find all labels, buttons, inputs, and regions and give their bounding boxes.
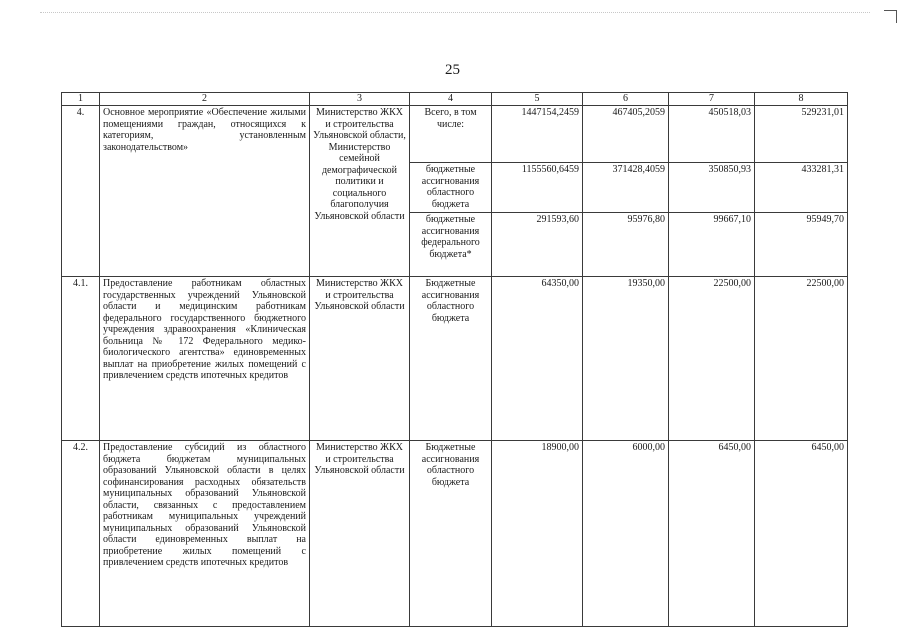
table-row-4-1	[62, 277, 848, 441]
measure-name: Предоставление субсидий из областного бюджета бюджетам муниципальных образований Ульяновской области в целях софинансирования расходных обязательств муниципальных образований Ульяновской области, связанных с предоставлением работникам муниципальных учреждений муниципальных образований Ульяновской области единовременных выплат на приобретение жилых помещений с привлечением средств ипотечных кредитов	[100, 441, 310, 627]
header-cell-3: 3	[310, 93, 410, 106]
executor: Министерство ЖКХ и строительства Ульяновской области	[310, 441, 410, 627]
program-table	[61, 92, 848, 627]
value-year-2: 6450,00	[669, 441, 755, 627]
value-year-2: 22500,00	[669, 277, 755, 441]
value-year-1: 6000,00	[583, 441, 669, 627]
funding-source: Бюджетные ассигнования областного бюджета	[410, 441, 492, 627]
funding-source: бюджетные ассигнования областного бюджета	[410, 163, 492, 213]
value-year-1: 19350,00	[583, 277, 669, 441]
row-number: 4.	[62, 106, 100, 277]
value-year-3: 6450,00	[755, 441, 848, 627]
table-row-4-2	[62, 441, 848, 627]
value-year-1: 371428,4059	[583, 163, 669, 213]
funding-source: Всего, в том числе:	[410, 106, 492, 163]
table-row-4	[62, 106, 848, 163]
row-number: 4.2.	[62, 441, 100, 627]
value-year-1: 467405,2059	[583, 106, 669, 163]
header-cell-1: 1	[62, 93, 100, 106]
page-number: 25	[445, 62, 460, 78]
funding-source: бюджетные ассигнования федерального бюджета*	[410, 213, 492, 277]
executor: Министерство ЖКХ и строительства Ульяновской области, Министерство семейной демографической политики и социального благополучия Ульяновской области	[310, 106, 410, 277]
value-year-2: 350850,93	[669, 163, 755, 213]
header-row	[62, 93, 848, 106]
row-number: 4.1.	[62, 277, 100, 441]
value-year-2: 450518,03	[669, 106, 755, 163]
value-total: 1155560,6459	[492, 163, 583, 213]
value-total: 291593,60	[492, 213, 583, 277]
value-year-3: 22500,00	[755, 277, 848, 441]
header-cell-2: 2	[100, 93, 310, 106]
value-total: 18900,00	[492, 441, 583, 627]
value-year-3: 433281,31	[755, 163, 848, 213]
header-cell-7: 7	[669, 93, 755, 106]
value-year-3: 95949,70	[755, 213, 848, 277]
header-cell-4: 4	[410, 93, 492, 106]
executor: Министерство ЖКХ и строительства Ульяновской области	[310, 277, 410, 441]
scan-edge-dots	[40, 12, 870, 13]
value-total: 1447154,2459	[492, 106, 583, 163]
header-cell-8: 8	[755, 93, 848, 106]
header-cell-6: 6	[583, 93, 669, 106]
scan-corner-mark	[884, 10, 897, 23]
value-total: 64350,00	[492, 277, 583, 441]
value-year-2: 99667,10	[669, 213, 755, 277]
header-cell-5: 5	[492, 93, 583, 106]
value-year-3: 529231,01	[755, 106, 848, 163]
value-year-1: 95976,80	[583, 213, 669, 277]
measure-name: Предоставление работникам областных государственных учреждений Ульяновской области и медицинским работникам федерального государственного бюджетного учреждения здравоохранения «Клиническая больница № 172 Федерального медико-биологического агентства» единовременных выплат на приобретение жилых помещений с привлечением средств ипотечных кредитов	[100, 277, 310, 441]
funding-source: Бюджетные ассигнования областного бюджета	[410, 277, 492, 441]
measure-name: Основное мероприятие «Обеспечение жилыми помещениями граждан, относящихся к категориям, установленным законодательством»	[100, 106, 310, 277]
